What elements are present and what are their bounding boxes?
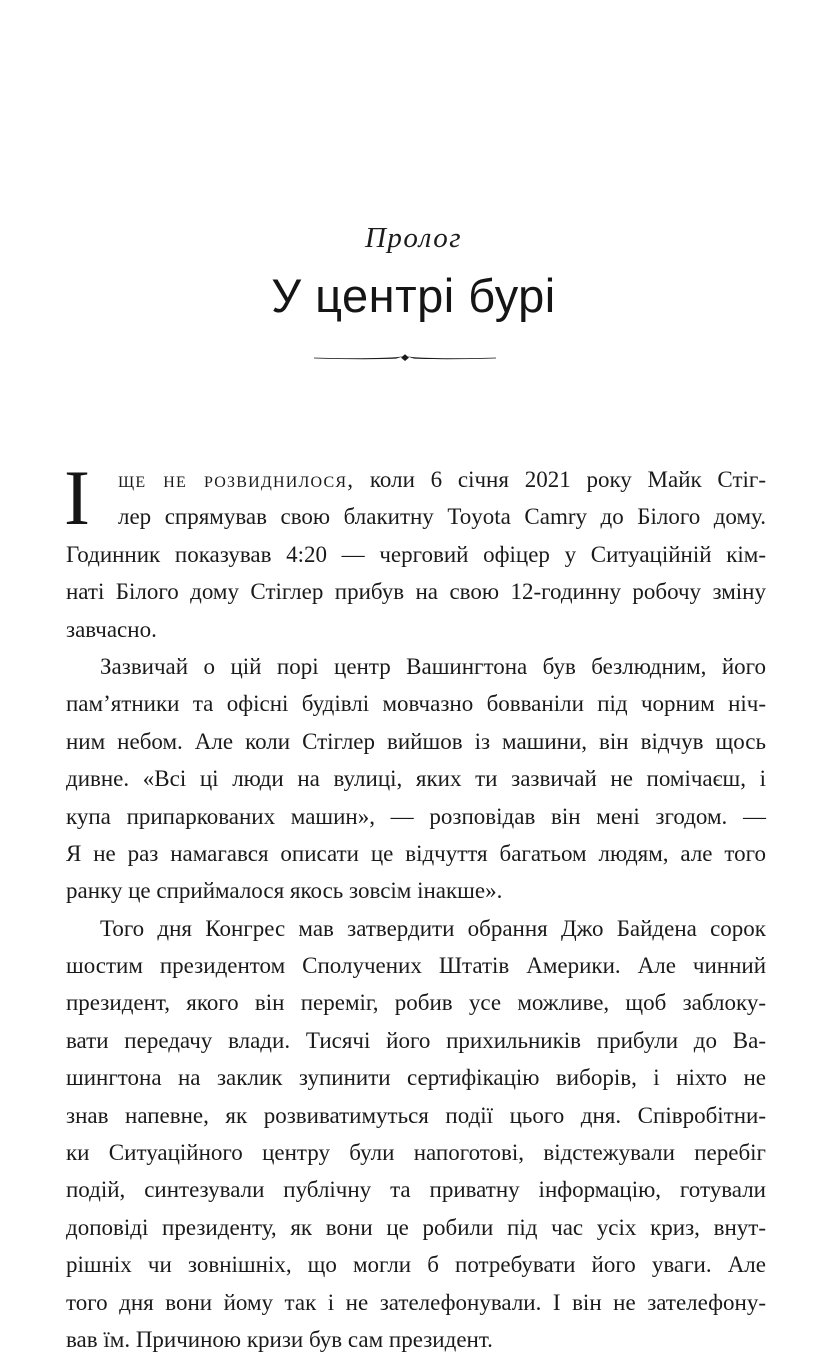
- text-line: наті Білого дому Стіглер прибув на свою 12-годинну робочу зміну: [66, 579, 766, 605]
- body-text: [64, 454, 766, 1358]
- text-line: того дня вони йому так і не зателефонували. І він не зателефону-: [66, 1289, 766, 1315]
- text-line: дивне. «Всі ці люди на вулиці, яких ти зазвичай не помічаєш, і: [66, 766, 766, 792]
- text-line: Годинник показував 4:20 — черговий офіцер у Ситуаційній кім-: [66, 541, 766, 567]
- text-line: знав напевне, як розвиватимуться події цього дня. Співробітни-: [66, 1102, 766, 1128]
- text-line: рішніх чи зовнішніх, що могли б потребувати його уваги. Але: [66, 1252, 766, 1278]
- text-line: купа припаркованих машин», — розповідав він мені згодом. —: [66, 803, 766, 829]
- text-line: лер спрямував свою блакитну Toyota Camry до Білого дому.: [118, 504, 766, 530]
- ornamental-rule-icon: [312, 348, 498, 366]
- text-line: Зазвичай о цій порі центр Вашингтона був безлюдним, його: [100, 653, 766, 679]
- chapter-title: У центрі бурі: [271, 269, 556, 322]
- text-line: [66, 461, 766, 498]
- text-line: президент, якого він переміг, робив усе можливе, щоб заблоку-: [66, 990, 766, 1016]
- text-line: подій, синтезували публічну та приватну інформацію, готували: [66, 1177, 766, 1203]
- text-line: Я не раз намагався описати це відчуття багатьом людям, але того: [66, 840, 766, 866]
- paragraph-1: [64, 454, 766, 648]
- text-line: ранку це сприймалося якось зовсім інакше».: [66, 878, 503, 904]
- drop-cap: І: [64, 454, 90, 541]
- text-line: ним небом. Але коли Стіглер вийшов із машини, він відчув щось: [66, 728, 766, 754]
- text-line: завчасно.: [66, 616, 157, 642]
- text-line: ки Ситуаційного центру були напоготові, відстежували перебіг: [66, 1140, 766, 1166]
- paragraph-2: [66, 648, 766, 910]
- paragraph-3: [66, 910, 766, 1358]
- text-line: вав їм. Причиною кризи був сам президент.: [66, 1326, 493, 1352]
- chapter-label: Пролог: [364, 222, 463, 254]
- text-line: шостим президентом Сполучених Штатів Америки. Але чинний: [66, 953, 766, 979]
- text-line: вати передачу влади. Тисячі його прихильників прибули до Ва-: [66, 1027, 766, 1053]
- text-line: Того дня Конгрес мав затвердити обрання Джо Байдена сорок: [100, 915, 766, 941]
- text-line: шингтона на заклик зупинити сертифікацію виборів, і ніхто не: [66, 1065, 766, 1091]
- text-line-rest: коли 6 січня 2021 року Майк Стіг-: [354, 467, 766, 492]
- lead-in-smallcaps: ще не розвиднилося,: [118, 467, 355, 492]
- text-line: доповіді президенту, як вони це робили під час усіх криз, внут-: [66, 1214, 766, 1240]
- text-line: пам’ятники та офісні будівлі мовчазно бовваніли під чорним ніч-: [66, 691, 766, 717]
